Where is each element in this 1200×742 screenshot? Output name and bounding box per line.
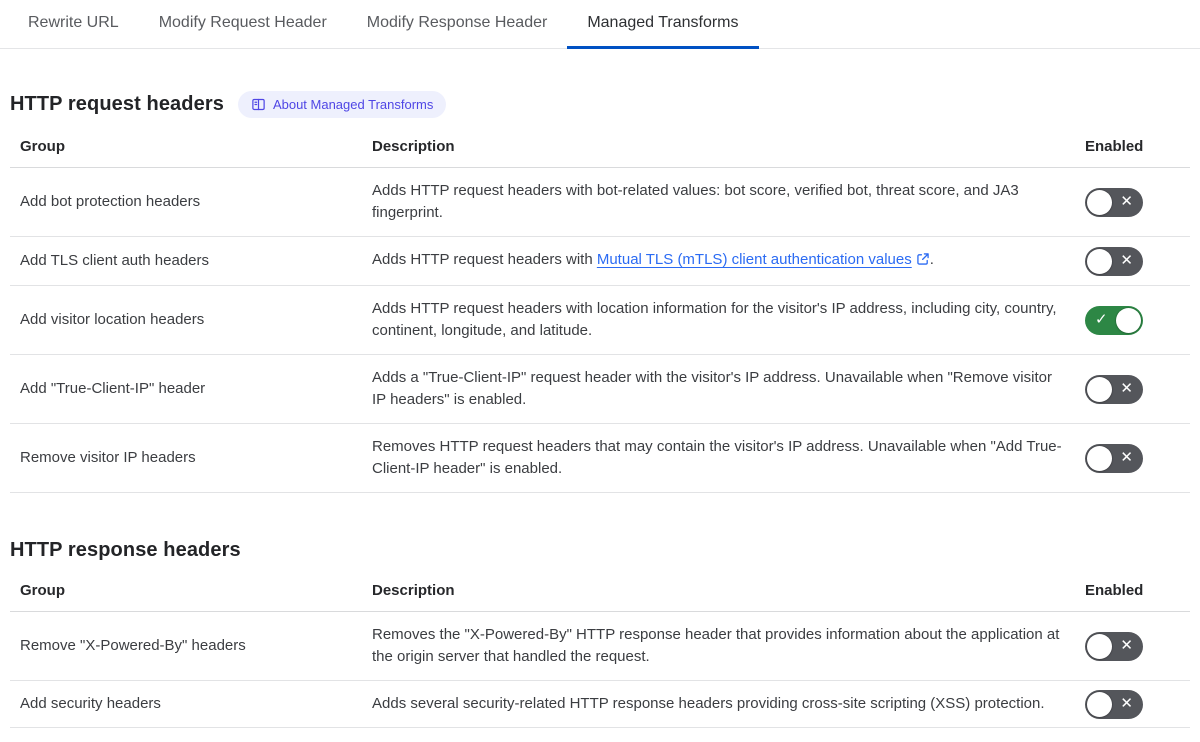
- mtls-docs-link[interactable]: Mutual TLS (mTLS) client authentication values: [596, 251, 912, 268]
- column-header-enabled: Enabled: [1085, 582, 1144, 599]
- toggle-knob: [1087, 692, 1112, 717]
- toggle-knob: [1087, 249, 1112, 274]
- toggle-off[interactable]: [1085, 375, 1143, 404]
- request-headers-title: HTTP request headers: [10, 93, 224, 115]
- toggle-off[interactable]: [1085, 690, 1143, 719]
- about-managed-transforms-link[interactable]: [238, 91, 446, 118]
- toggle-knob: [1087, 446, 1112, 471]
- description-cell: Adds HTTP request headers with bot-related values: bot score, verified bot, threat score, and JA3 fingerprint.: [372, 182, 1019, 221]
- toggle-knob: [1116, 308, 1141, 333]
- x-icon: ✕: [1120, 637, 1133, 655]
- x-icon: ✕: [1120, 193, 1133, 211]
- tab-modify-response-header[interactable]: Modify Response Header: [366, 14, 548, 31]
- toggle-knob: [1087, 190, 1112, 215]
- check-icon: ✓: [1095, 311, 1108, 329]
- column-header-group: Group: [20, 582, 65, 599]
- enabled-cell: [1085, 444, 1190, 473]
- column-header-group: Group: [20, 138, 65, 155]
- response-headers-section: [10, 539, 1190, 728]
- group-cell: Add bot protection headers: [20, 193, 201, 210]
- response-headers-table: [10, 574, 1190, 728]
- response-headers-title: HTTP response headers: [10, 539, 241, 561]
- table-header-row: [10, 130, 1190, 168]
- table-row: [10, 681, 1190, 728]
- group-cell: Remove "X-Powered-By" headers: [20, 637, 246, 654]
- tab-modify-request-header[interactable]: Modify Request Header: [158, 14, 327, 31]
- enabled-cell: [1085, 690, 1190, 719]
- toggle-knob: [1087, 634, 1112, 659]
- column-header-enabled: Enabled: [1085, 138, 1144, 155]
- tab-rewrite-url[interactable]: Rewrite URL: [28, 14, 119, 31]
- response-headers-section-head: [10, 539, 1190, 562]
- description-cell: Adds a "True-Client-IP" request header with the visitor's IP address. Unavailable when "Remove visitor IP headers" is enabled.: [372, 369, 1052, 408]
- request-headers-table: [10, 130, 1190, 493]
- table-row: [10, 424, 1190, 493]
- toggle-on[interactable]: [1085, 306, 1143, 335]
- toggle-knob: [1087, 377, 1112, 402]
- enabled-cell: [1085, 247, 1190, 276]
- request-headers-section: [10, 91, 1190, 493]
- table-row: [10, 286, 1190, 355]
- table-row: [10, 355, 1190, 424]
- column-header-description: Description: [372, 138, 455, 155]
- table-row: [10, 168, 1190, 237]
- x-icon: ✕: [1120, 449, 1133, 467]
- description-cell: Adds HTTP request headers with location information for the visitor's IP address, including city, country, continent, longitude, and latitude.: [372, 300, 1057, 339]
- group-cell: Add TLS client auth headers: [20, 252, 210, 269]
- toggle-off[interactable]: [1085, 444, 1143, 473]
- enabled-cell: [1085, 306, 1190, 335]
- tab-managed-transforms[interactable]: Managed Transforms: [567, 0, 758, 49]
- toggle-off[interactable]: [1085, 188, 1143, 217]
- x-icon: ✕: [1120, 380, 1133, 398]
- description-cell: Removes HTTP request headers that may contain the visitor's IP address. Unavailable when "Add True-Client-IP header" is enabled.: [372, 438, 1062, 477]
- enabled-cell: [1085, 375, 1190, 404]
- about-managed-transforms-label: About Managed Transforms: [272, 97, 434, 112]
- description-cell: Adds several security-related HTTP response headers providing cross-site scripting (XSS) protection.: [372, 695, 1045, 712]
- x-icon: ✕: [1120, 252, 1133, 270]
- toggle-off[interactable]: [1085, 247, 1143, 276]
- description-cell: Removes the "X-Powered-By" HTTP response header that provides information about the application at the origin server that handled the request.: [372, 626, 1060, 665]
- group-cell: Remove visitor IP headers: [20, 449, 196, 466]
- managed-transforms-page: [0, 91, 1200, 728]
- table-row: [10, 612, 1190, 681]
- external-link-icon[interactable]: [916, 251, 930, 273]
- request-headers-section-head: [10, 91, 1190, 118]
- group-cell: Add visitor location headers: [20, 311, 205, 328]
- toggle-off[interactable]: [1085, 632, 1143, 661]
- x-icon: ✕: [1120, 695, 1133, 713]
- group-cell: Add security headers: [20, 695, 161, 712]
- table-row: [10, 237, 1190, 286]
- group-cell: Add "True-Client-IP" header: [20, 380, 206, 397]
- enabled-cell: [1085, 632, 1190, 661]
- enabled-cell: [1085, 188, 1190, 217]
- book-icon: [251, 97, 266, 112]
- description-cell: Adds HTTP request headers with Mutual TLS (mTLS) client authentication values .: [372, 237, 1085, 285]
- column-header-description: Description: [372, 582, 455, 599]
- tab-bar: [0, 0, 1200, 49]
- table-header-row: [10, 574, 1190, 612]
